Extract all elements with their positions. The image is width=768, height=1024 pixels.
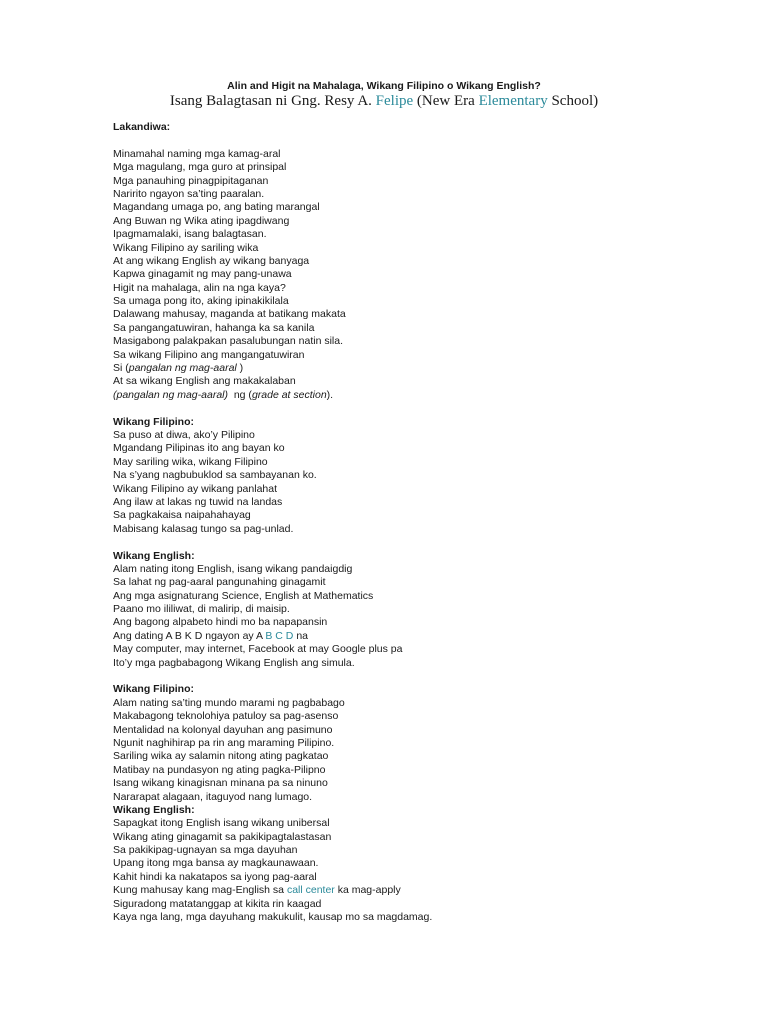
- subtitle-author-name: Felipe: [375, 93, 414, 109]
- section-heading-lakandiwa: Lakandiwa:: [113, 121, 171, 133]
- verse-line: Ang bagong alpabeto hindi mo ba napapansin: [113, 616, 328, 629]
- subtitle-prefix: Isang Balagtasan ni Gng. Resy A.: [169, 93, 372, 109]
- spacer: [113, 134, 673, 147]
- document-subtitle: [0, 91, 768, 111]
- verse-line: Siguradong matatanggap at kikita rin kaagad: [113, 897, 322, 910]
- verse-line: Sa pakikipag-ugnayan sa mga dayuhan: [113, 844, 298, 857]
- section-heading-english: Wikang English:: [113, 549, 195, 562]
- verse-line: Kahit hindi ka nakatapos sa iyong pag-aaral: [113, 870, 317, 883]
- verse-line: Mentalidad na kolonyal dayuhan ang pasimuno: [113, 723, 333, 736]
- verse-line: Isang wikang kinagisnan minana pa sa ninuno: [113, 777, 328, 790]
- verse-line: Paano mo ililiwat, di malirip, di maisip.: [113, 603, 290, 616]
- section-heading-filipino: Wikang Filipino:: [113, 415, 194, 428]
- verse-line: Kapwa ginagamit ng may pang-unawa: [113, 268, 292, 281]
- opponent-name-placeholder: (pangalan ng mag-aaral): [113, 388, 228, 401]
- spacer: [113, 536, 673, 549]
- call-center-highlight: call center: [286, 884, 335, 897]
- verse-line: Higit na mahalaga, alin na nga kaya?: [113, 281, 286, 294]
- verse-line: Dalawang mahusay, maganda at batikang makata: [113, 308, 346, 321]
- filipino-verse-2: [113, 697, 673, 804]
- verse-line: Sa wikang Filipino ang mangangatuwiran: [113, 348, 305, 361]
- verse-line: May computer, may internet, Facebook at may Google plus pa: [113, 643, 403, 656]
- verse-line: Wikang Filipino ay sariling wika: [113, 241, 259, 254]
- verse-line: Alam nating itong English, isang wikang pandaigdig: [113, 562, 353, 575]
- opponent-suffix: ).: [326, 388, 334, 401]
- verse-line: Sa lahat ng pag-aaral pangunahing ginagamit: [113, 576, 326, 589]
- verse-line: Mgandang Pilipinas ito ang bayan ko: [113, 442, 285, 455]
- verse-line: Kaya nga lang, mga dayuhang makukulit, kausap mo sa magdamag.: [113, 911, 433, 924]
- document-title: Alin and Higit na Mahalaga, Wikang Filipino o Wikang English?: [227, 80, 541, 92]
- verse-line-opponent: [113, 389, 673, 402]
- grade-section-placeholder: grade at section: [251, 388, 327, 401]
- verse-line: Mga magulang, mga guro at prinsipal: [113, 161, 287, 174]
- verse-line: Matibay na pundasyon ng ating pagka-Pilipno: [113, 763, 326, 776]
- verse-line-si: [113, 362, 673, 375]
- verse-line: Upang itong mga bansa ay magkaunawaan.: [113, 857, 319, 870]
- verse-line: Mga panauhing pinagpipitaganan: [113, 174, 269, 187]
- abcd-highlight: B C D: [265, 629, 294, 642]
- student-name-placeholder: pangalan ng mag-aaral: [128, 362, 237, 375]
- verse-line: Ang mga asignaturang Science, English at Mathematics: [113, 589, 374, 602]
- verse-line: Ang Buwan ng Wika ating ipagdiwang: [113, 214, 290, 227]
- verse-line: At sa wikang English ang makakalaban: [113, 375, 296, 388]
- verse-line: Masigabong palakpakan pasalubungan natin sila.: [113, 335, 344, 348]
- verse-line: May sariling wika, wikang Filipino: [113, 455, 268, 468]
- verse-line: Ngunit naghihirap pa rin ang maraming Pilipino.: [113, 736, 335, 749]
- section-heading-filipino: Wikang Filipino:: [113, 683, 194, 696]
- verse-line: Sa pagkakaisa naipahahayag: [113, 509, 251, 522]
- verse-line: Mabisang kalasag tungo sa pag-unlad.: [113, 522, 294, 535]
- verse-line: Minamahal naming mga kamag-aral: [113, 147, 281, 160]
- verse-line: Ito’y mga pagbabagong Wikang English ang simula.: [113, 656, 355, 669]
- verse-line-call-center: [113, 884, 673, 897]
- poem-body: [113, 121, 673, 924]
- subtitle-suffix: School): [551, 93, 599, 109]
- opponent-mid: ng (: [228, 388, 252, 401]
- verse-line: Wikang Filipino ay wikang panlahat: [113, 482, 278, 495]
- call-suffix: ka mag-apply: [337, 884, 401, 897]
- spacer: [113, 670, 673, 683]
- verse-line: Wikang ating ginagamit sa pakikipagtalastasan: [113, 830, 332, 843]
- verse-line: Sa pangangatuwiran, hahanga ka sa kanila: [113, 321, 315, 334]
- si-prefix: Si (: [113, 362, 129, 375]
- verse-line: At ang wikang English ay wikang banyaga: [113, 254, 310, 267]
- verse-line: Sa puso at diwa, ako’y Pilipino: [113, 428, 255, 441]
- si-suffix: ): [236, 362, 244, 375]
- verse-line: Na s’yang nagbubuklod sa sambayanan ko.: [113, 469, 317, 482]
- verse-line: Ang ilaw at lakas ng tuwid na landas: [113, 495, 283, 508]
- english-verse-1: [113, 563, 673, 670]
- verse-line: Ipagmamalaki, isang balagtasan.: [113, 228, 267, 241]
- subtitle-school-word: Elementary: [478, 93, 548, 109]
- english-verse-2: [113, 817, 673, 924]
- verse-line: Magandang umaga po, ang bating marangal: [113, 201, 320, 214]
- spacer: [113, 402, 673, 415]
- subtitle-middle: (New Era: [416, 93, 475, 109]
- verse-line: Alam nating sa’ting mundo marami ng pagbabago: [113, 696, 345, 709]
- verse-line: Sa umaga pong ito, aking ipinakikilala: [113, 295, 289, 308]
- verse-line-abcd: [113, 630, 673, 643]
- abcd-suffix: na: [296, 629, 308, 642]
- verse-line: Nararapat alagaan, itaguyod nang lumago.: [113, 790, 313, 803]
- call-prefix: Kung mahusay kang mag-English sa: [113, 884, 285, 897]
- verse-line: Sariling wika ay salamin nitong ating pagkatao: [113, 750, 329, 763]
- abcd-prefix: Ang dating A B K D ngayon ay A: [113, 629, 263, 642]
- verse-line: Naririto ngayon sa’ting paaralan.: [113, 187, 265, 200]
- verse-line: Sapagkat itong English isang wikang unibersal: [113, 817, 330, 830]
- lakandiwa-verse: [113, 148, 673, 402]
- verse-line: Makabagong teknolohiya patuloy sa pag-asenso: [113, 710, 339, 723]
- section-heading-english: Wikang English:: [113, 803, 195, 816]
- filipino-verse-1: [113, 429, 673, 536]
